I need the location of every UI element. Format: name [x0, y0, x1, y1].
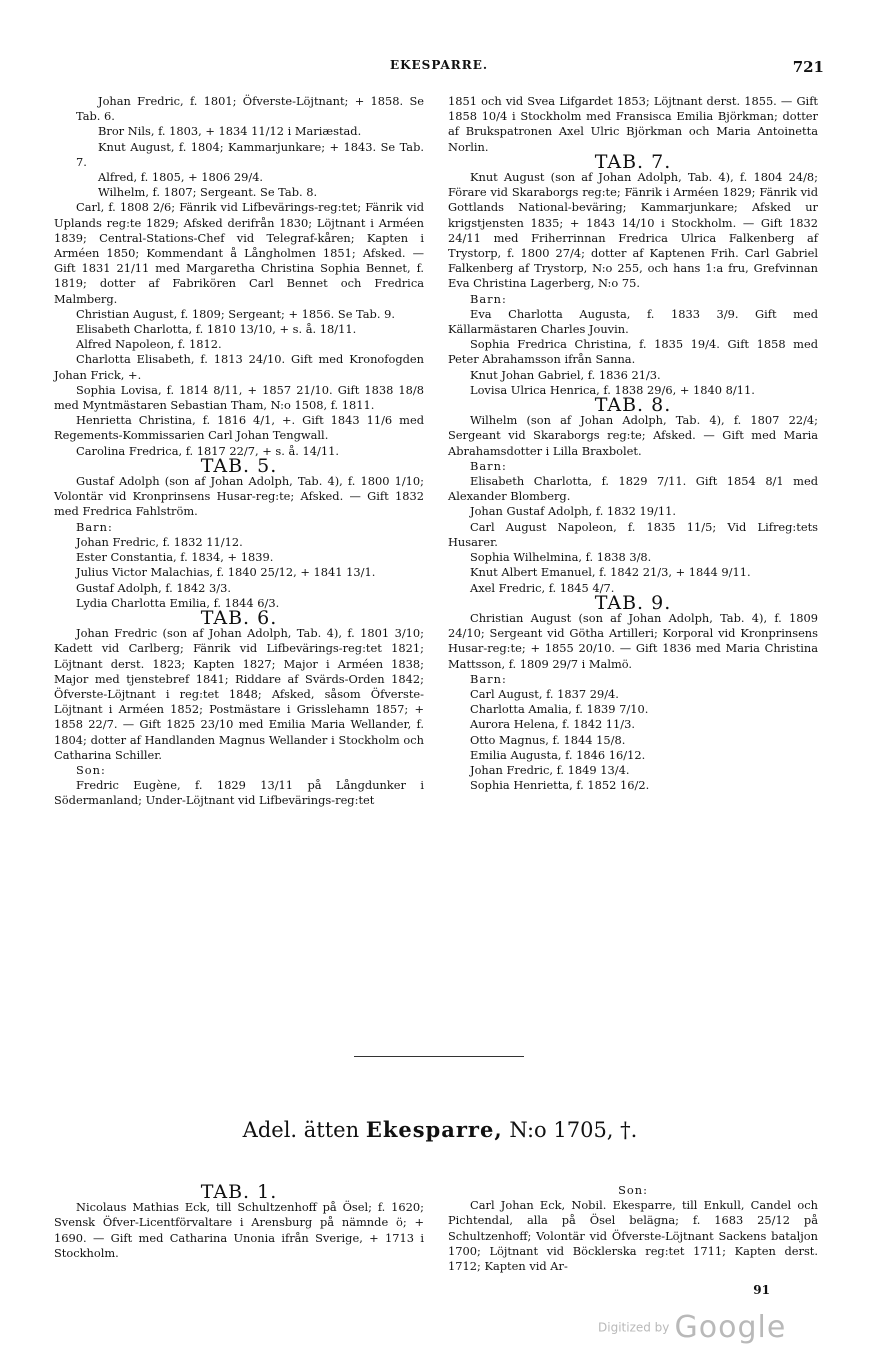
barn-label: Barn:	[470, 671, 507, 686]
bottom-left-column	[54, 1181, 424, 1261]
child-entry: Aurora Helena, f. 1842 11/3.	[470, 717, 636, 732]
tab-6-heading: TAB. 6.	[200, 606, 278, 629]
section-divider	[354, 1056, 524, 1057]
child-entry: Knut Johan Gabriel, f. 1836 21/3.	[470, 367, 661, 382]
tab-5-intro: Gustaf Adolph (son af Johan Adolph, Tab. 4), f. 1800 1/10; Volontär vid Kronprinsens Husar-reg:te; Afsked. — Gift 1832 med Fredrica Fahlström.	[54, 474, 424, 519]
child-entry: Lydia Charlotta Emilia, f. 1844 6/3.	[76, 595, 280, 610]
child-entry: Julius Victor Malachias, f. 1840 25/12, + 1841 13/1.	[76, 565, 376, 580]
family-title	[0, 1117, 880, 1142]
entry-elisabeth-charlotta: Elisabeth Charlotta, f. 1810 13/10, + s. å. 18/11.	[76, 322, 357, 337]
left-column	[54, 94, 424, 809]
child-entry: Johan Gustaf Adolph, f. 1832 19/11.	[470, 504, 676, 519]
barn-label: Barn:	[470, 458, 507, 473]
continued-entry: 1851 och vid Svea Lifgardet 1853; Löjtnant derst. 1855. — Gift 1858 10/4 i Stockholm med Fransisca Emilia Björkman; dotter af Brukspatronen Axel Ulric Björkman och Maria Antoinetta Norlin.	[448, 94, 818, 154]
tab-8-heading: TAB. 8.	[594, 394, 672, 417]
tab-9-intro: Christian August (son af Johan Adolph, Tab. 4), f. 1809 24/10; Sergeant vid Götha Artilleri; Korporal vid Kronprinsens Husar-reg:te; + 1855 20/10. — Gift 1836 med Maria Christina Mattsson, f. 1809 29/7 i Malmö.	[448, 610, 818, 671]
child-entry: Knut Albert Emanuel, f. 1842 21/3, + 1844 9/11.	[470, 565, 751, 580]
right-column	[448, 94, 818, 793]
entry-carl: Carl, f. 1808 2/6; Fänrik vid Lifbevärings-reg:tet; Fänrik vid Uplands reg:te 1829; Afsked derifrån 1830; Löjtnant i Arméen 1839; Central-Stations-Chef vid Telegraf-kåren; Kapten i Arméen 1850; Kommendant å Långholmen 1851; Afsked. — Gift 1831 21/11 med Margaretha Christina Sophia Bennet, f. 1819; dotter af Fabrikören Carl Bennet och Fredrica Malmberg.	[54, 200, 424, 306]
child-entry: Elisabeth Charlotta, f. 1829 7/11. Gift 1854 8/1 med Alexander Blomberg.	[448, 474, 818, 504]
child-entry: Sophia Wilhelmina, f. 1838 3/8.	[470, 550, 652, 565]
watermark-logo-text: Google	[674, 1310, 787, 1345]
running-head: EKESPARRE.	[389, 58, 489, 72]
child-entry: Otto Magnus, f. 1844 15/8.	[470, 732, 626, 747]
family-suffix: N:o 1705, †.	[509, 1118, 638, 1142]
son-label: Son:	[618, 1183, 648, 1197]
child-entry: Johan Fredric, f. 1849 13/4.	[470, 762, 630, 777]
tab-1-heading: TAB. 1.	[200, 1181, 278, 1203]
child-entry: Eva Charlotta Augusta, f. 1833 3/9. Gift med Källarmästaren Charles Jouvin.	[448, 306, 818, 337]
family-name: Ekesparre,	[365, 1117, 503, 1142]
child-entry: Sophia Henrietta, f. 1852 16/2.	[470, 778, 650, 793]
child-entry: Carl August, f. 1837 29/4.	[470, 686, 619, 701]
child-entry: Charlotta Amalia, f. 1839 7/10.	[470, 702, 649, 717]
son-label: Son:	[76, 762, 106, 777]
entry-alfred: Alfred, f. 1805, + 1806 29/4.	[98, 170, 264, 185]
tab-9-heading: TAB. 9.	[594, 591, 672, 614]
entry-christian-august: Christian August, f. 1809; Sergeant; + 1856. Se Tab. 9.	[76, 306, 395, 321]
tab-8-intro: Wilhelm (son af Johan Adolph, Tab. 4), f. 1807 22/4; Sergeant vid Skaraborgs reg:te; Afsked. — Gift med Maria Abrahamsdotter i Lilla Braxbolet.	[448, 413, 818, 458]
tab-5-heading: TAB. 5.	[200, 454, 278, 477]
child-entry: Ester Constantia, f. 1834, + 1839.	[76, 550, 274, 565]
entry-knut-august: Knut August, f. 1804; Kammarjunkare; + 1843. Se Tab. 7.	[76, 139, 424, 169]
entry-sophia-lovisa: Sophia Lovisa, f. 1814 8/11, + 1857 21/10. Gift 1838 18/8 med Myntmästaren Sebastian Tham, N:o 1508, f. 1811.	[54, 382, 424, 413]
tab-7-intro: Knut August (son af Johan Adolph, Tab. 4), f. 1804 24/8; Förare vid Skaraborgs reg:te; Fänrik i Arméen 1829; Fänrik vid Gottlands National-beväring; Kammarjunkare; Afsked ur krigstjensten 1835; + 1843 14/10 i Stockholm. — Gift 1832 24/11 med Friherrinnan Fredrica Ulrica Falkenberg af Trystorp, f. 1800 27/4; dotter af Kaptenen Frih. Carl Gabriel Falkenberg af Trystorp, N:o 255, och hans 1:a fru, Grefvinnan Eva Christina Lagerberg, N:o 75.	[448, 170, 818, 291]
entry-bror-nils: Bror Nils, f. 1803, + 1834 11/12 i Mariæstad.	[98, 124, 362, 139]
watermark-small-text: Digitized by	[598, 1320, 670, 1335]
child-entry: Axel Fredric, f. 1845 4/7.	[470, 580, 615, 595]
child-entry: Carl August Napoleon, f. 1835 11/5; Vid Lifreg:tets Husarer.	[448, 519, 818, 549]
signature-mark: 91	[753, 1283, 770, 1297]
entry-charlotta-elisabeth: Charlotta Elisabeth, f. 1813 24/10. Gift med Kronofogden Johan Frick, +.	[54, 352, 424, 382]
child-entry: Sophia Fredrica Christina, f. 1835 19/4. Gift 1858 med Peter Abrahamsson ifrån Sanna.	[448, 337, 818, 367]
page-number: 721	[792, 58, 824, 76]
tab-6-intro: Johan Fredric (son af Johan Adolph, Tab. 4), f. 1801 3/10; Kadett vid Carlberg; Fänrik vid Lifbevärings-reg:tet 1821; Löjtnant derst. 1823; Kapten 1827; Major i Arméen 1838; Major med tjenstebref 1841; Riddare af Svärds-Orden 1842; Öfverste-Löjtnant i reg:tet 1848; Afsked, såsom Öfverste-Löjtnant i Arméen 1852; Postmästare i Grisslehamn 1857; + 1858 22/7. — Gift 1825 23/10 med Emilia Maria Wellander, f. 1804; dotter af Handlanden Magnus Wellander i Stockholm och Catharina Schiller.	[54, 626, 424, 762]
digitized-watermark	[598, 1310, 786, 1345]
child-entry: Emilia Augusta, f. 1846 16/12.	[470, 747, 646, 762]
entry-alfred-napoleon: Alfred Napoleon, f. 1812.	[76, 337, 222, 352]
entry-johan-fredric: Johan Fredric, f. 1801; Öfverste-Löjtnant; + 1858. Se Tab. 6.	[76, 94, 424, 124]
tab-7-heading: TAB. 7.	[594, 150, 672, 173]
son-entry: Carl Johan Eck, Nobil. Ekesparre, till Enkull, Candel och Pichtendal, alla på Ösel belägna; f. 1683 25/12 på Schultzenhoff; Volontär vid Öfverste-Löjtnant Sackens bataljon 1700; Löjtnant vid Böcklerska reg:tet 1711; Kapten derst. 1712; Kapten vid Ar-	[448, 1198, 818, 1274]
barn-label: Barn:	[76, 519, 113, 534]
child-entry: Fredric Eugène, f. 1829 13/11 på Långdunker i Södermanland; Under-Löjtnant vid Lifbevärings-reg:tet	[54, 778, 424, 808]
tab-1-entry: Nicolaus Mathias Eck, till Schultzenhoff på Ösel; f. 1620; Svensk Öfver-Licentförvaltare i Arensburg på nämnde ö; + 1690. — Gift med Catharina Unonia ifrån Sverige, + 1713 i Stockholm.	[54, 1200, 424, 1260]
entry-carolina-fredrica: Carolina Fredrica, f. 1817 22/7, + s. å. 14/11.	[76, 443, 339, 458]
entry-henrietta-christina: Henrietta Christina, f. 1816 4/1, +. Gift 1843 11/6 med Regements-Kommissarien Carl Johan Tengwall.	[54, 413, 424, 443]
family-prefix: Adel. ätten	[242, 1118, 360, 1142]
bottom-right-column	[448, 1183, 818, 1274]
child-entry: Lovisa Ulrica Henrica, f. 1838 29/6, + 1840 8/11.	[470, 382, 755, 397]
page-header	[54, 58, 824, 82]
barn-label: Barn:	[470, 291, 507, 306]
child-entry: Gustaf Adolph, f. 1842 3/3.	[76, 580, 231, 595]
child-entry: Johan Fredric, f. 1832 11/12.	[76, 534, 243, 549]
entry-wilhelm: Wilhelm, f. 1807; Sergeant. Se Tab. 8.	[98, 185, 318, 200]
